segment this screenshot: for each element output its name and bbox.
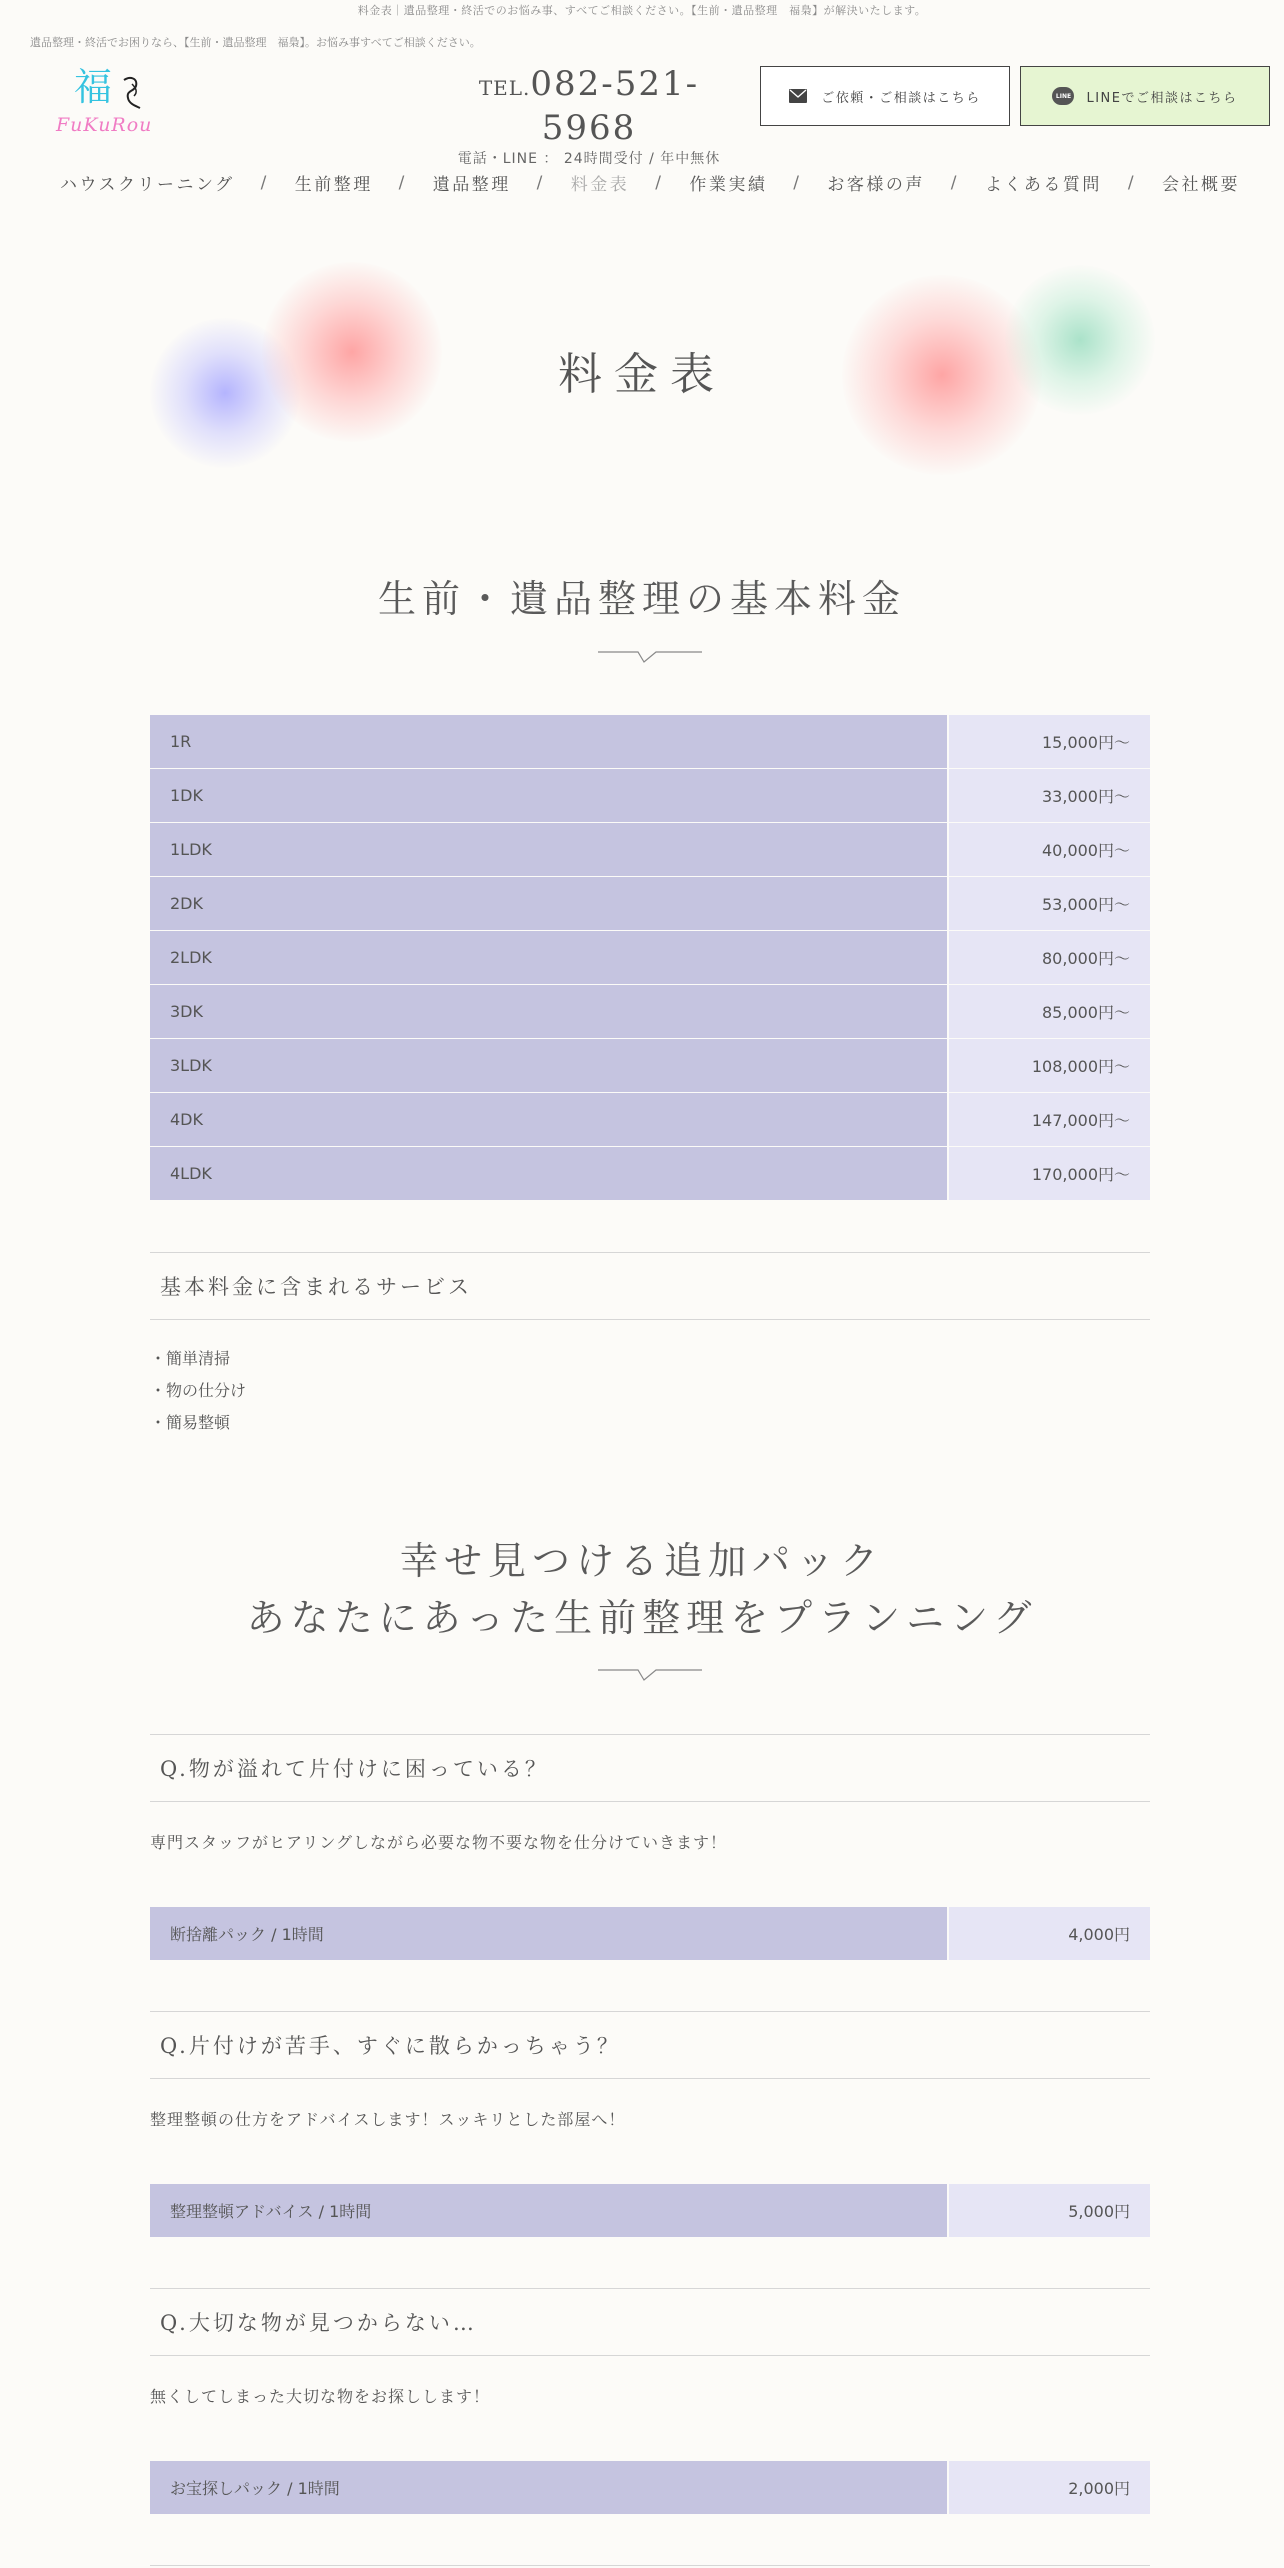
room-type: 3DK [150,985,947,1038]
room-type: 1LDK [150,823,947,876]
packs-heading-line1: 幸せ見つける追加パック [399,1539,884,1583]
room-price: 80,000円～ [949,931,1150,984]
nav-item-ihin-seiri[interactable]: 遺品整理 [432,175,511,195]
heading-divider-icon [598,648,702,668]
pack-name: お宝探しパック / 1時間 [150,2461,947,2514]
basic-price-table [150,715,1150,1201]
site-logo[interactable] [54,65,153,142]
nav-item-price[interactable]: 料金表 [570,175,630,195]
room-price: 33,000円～ [949,769,1150,822]
basic-price-heading: 生前・遺品整理の基本料金 [377,577,906,621]
phone-block [448,64,730,168]
room-type: 1R [150,715,947,768]
table-row [150,877,1150,930]
tel-number: 082-521-5968 [530,64,700,148]
line-icon: LINE [1052,87,1074,105]
global-nav [60,170,1240,195]
pack-price-table [150,2461,1150,2515]
included-services-list [150,1343,246,1439]
table-row [150,1093,1150,1146]
logo-wordmark: FuKuRou [56,114,153,136]
line-button-label: LINEでご相談はこちら [1086,90,1238,106]
tel-prefix: TEL. [478,76,531,100]
room-price: 40,000円～ [949,823,1150,876]
section-divider [150,2565,1150,2566]
page-title: 料金表 [558,349,726,400]
pack-price: 2,000円 [949,2461,1150,2514]
sub-tagline: 遺品整理・終活でお困りなら、【生前・遺品整理 福梟】。お悩み事すべてご相談ください。 [30,36,481,49]
pack-name: 整理整頓アドバイス / 1時間 [150,2184,947,2237]
nav-separator: / [398,172,407,193]
nav-item-company[interactable]: 会社概要 [1161,175,1240,195]
pack-description: 無くしてしまった大切な物をお探しします！ [150,2387,491,2406]
room-type: 2LDK [150,931,947,984]
table-row [150,931,1150,984]
logo-kanji: 福 [74,65,113,109]
nav-item-voices[interactable]: お客様の声 [827,175,925,195]
nav-separator: / [793,172,802,193]
pack-price-table [150,1907,1150,1961]
nav-item-seizen-seiri[interactable]: 生前整理 [294,175,373,195]
list-item: ・物の仕分け [150,1381,247,1400]
heading-divider-icon [598,1666,702,1686]
mail-icon [789,89,807,103]
room-price: 170,000円～ [949,1147,1150,1200]
nav-separator: / [1127,172,1137,193]
pack-price: 5,000円 [949,2184,1150,2237]
nav-separator: / [260,172,269,193]
nav-item-faq[interactable]: よくある質問 [984,175,1102,195]
room-price: 53,000円～ [949,877,1150,930]
list-item: ・簡単清掃 [150,1349,231,1368]
table-row [150,2461,1150,2514]
pack-price-table [150,2184,1150,2238]
nav-item-house-cleaning[interactable]: ハウスクリーニング [60,175,235,195]
table-row [150,823,1150,876]
pack-description: 整理整頓の仕方をアドバイスします！スッキリとした部屋へ！ [150,2110,626,2129]
room-price: 147,000円～ [949,1093,1150,1146]
room-type: 4LDK [150,1147,947,1200]
pack-description: 専門スタッフがヒアリングしながら必要な物不要な物を仕分けていきます！ [150,1833,728,1852]
nav-separator: / [950,172,960,193]
room-type: 4DK [150,1093,947,1146]
room-price: 108,000円～ [949,1039,1150,1092]
pack-question: Q.物が溢れて片付けに困っている？ [150,1734,1150,1802]
table-row [150,1907,1150,1960]
room-price: 15,000円～ [949,715,1150,768]
table-row [150,1147,1150,1200]
phone-number[interactable] [448,64,730,148]
pack-question: Q.片付けが苦手、すぐに散らかっちゃう？ [150,2011,1150,2079]
table-row [150,2184,1150,2237]
nav-item-works[interactable]: 作業実績 [689,175,768,195]
table-row [150,769,1150,822]
pack-question: Q.大切な物が見つからない… [150,2288,1150,2356]
room-type: 2DK [150,877,947,930]
contact-button[interactable] [760,66,1010,126]
packs-heading-line2: あなたにあった生前整理をプランニング [246,1596,1038,1640]
included-services-heading: 基本料金に含まれるサービス [150,1252,1150,1320]
nav-separator: / [655,172,664,193]
service-hours: 電話・LINE ： 24時間受付 / 年中無休 [457,151,721,167]
line-consult-button[interactable] [1020,66,1270,126]
pack-price: 4,000円 [949,1907,1150,1960]
table-row [150,715,1150,768]
nav-separator: / [536,172,545,193]
table-row [150,1039,1150,1092]
list-item: ・簡易整頓 [150,1413,231,1432]
table-row [150,985,1150,1038]
contact-button-label: ご依頼・ご相談はこちら [821,90,981,106]
top-tagline: 料金表｜遺品整理・終活でのお悩み事、すべてご相談ください。【生前・遺品整理 福梟】が解決いたします。 [357,4,927,17]
room-type: 3LDK [150,1039,947,1092]
pack-name: 断捨離パック / 1時間 [150,1907,947,1960]
owl-mark-icon [120,76,142,110]
room-price: 85,000円～ [949,985,1150,1038]
room-type: 1DK [150,769,947,822]
